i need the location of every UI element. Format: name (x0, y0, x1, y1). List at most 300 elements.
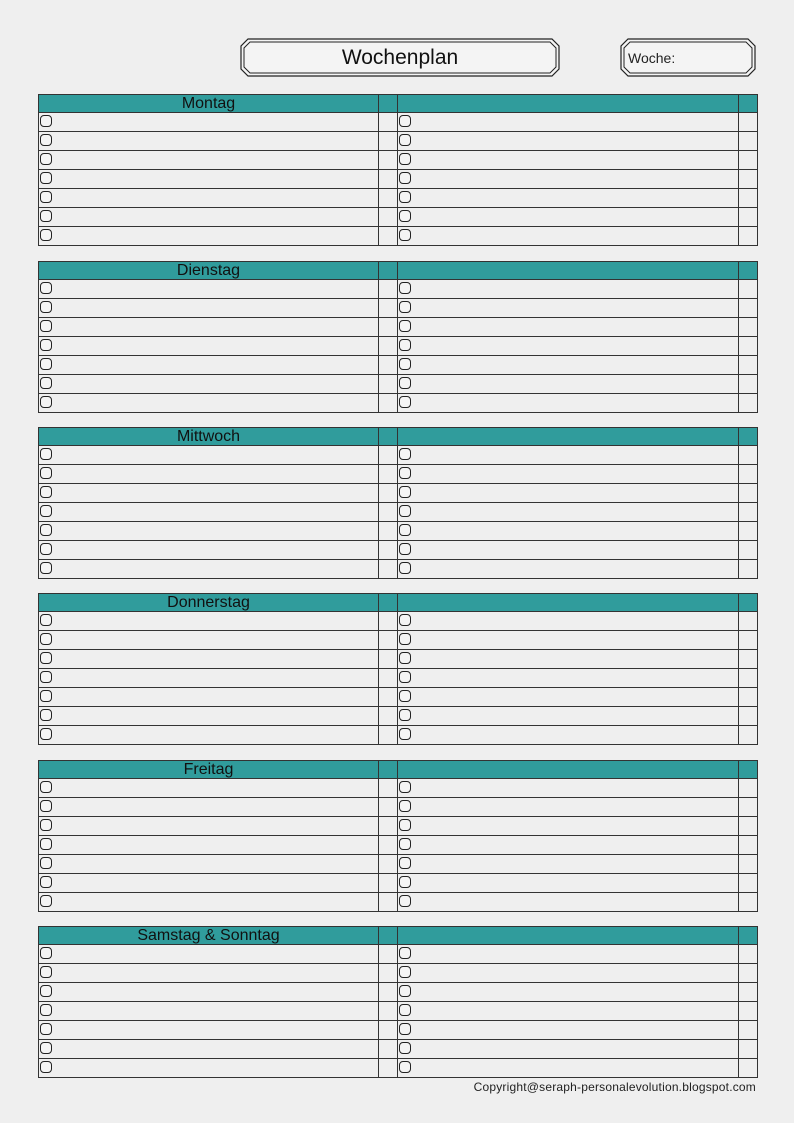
task-cell[interactable] (39, 1040, 379, 1059)
task-cell[interactable] (398, 893, 739, 912)
tick-cell[interactable] (379, 208, 398, 227)
checkbox[interactable] (399, 524, 411, 536)
task-cell[interactable] (39, 945, 379, 964)
tick-cell[interactable] (739, 893, 758, 912)
checkbox[interactable] (399, 543, 411, 555)
task-cell[interactable] (39, 227, 379, 246)
tick-cell[interactable] (379, 707, 398, 726)
checkbox[interactable] (399, 396, 411, 408)
task-cell[interactable] (39, 522, 379, 541)
tick-cell[interactable] (379, 356, 398, 375)
tick-cell[interactable] (739, 669, 758, 688)
task-cell[interactable] (39, 560, 379, 579)
tick-cell[interactable] (379, 1040, 398, 1059)
tick-cell[interactable] (739, 484, 758, 503)
tick-cell[interactable] (379, 151, 398, 170)
task-cell[interactable] (398, 964, 739, 983)
tick-cell[interactable] (739, 113, 758, 132)
task-cell[interactable] (398, 484, 739, 503)
task-cell[interactable] (39, 874, 379, 893)
task-cell[interactable] (39, 964, 379, 983)
day-name: Dienstag (39, 262, 379, 280)
tick-cell[interactable] (379, 299, 398, 318)
tick-cell[interactable] (379, 612, 398, 631)
task-cell[interactable] (39, 855, 379, 874)
task-cell-inner (39, 318, 378, 336)
tick-cell[interactable] (739, 726, 758, 745)
task-cell[interactable] (39, 1021, 379, 1040)
tick-cell[interactable] (379, 375, 398, 394)
task-cell[interactable] (39, 1002, 379, 1021)
tick-cell[interactable] (739, 356, 758, 375)
checkbox[interactable] (399, 781, 411, 793)
tick-cell[interactable] (379, 855, 398, 874)
task-cell[interactable] (39, 817, 379, 836)
checkbox[interactable] (40, 505, 52, 517)
checkbox[interactable] (399, 210, 411, 222)
task-cell[interactable] (39, 836, 379, 855)
checkbox[interactable] (40, 467, 52, 479)
task-cell[interactable] (398, 817, 739, 836)
task-cell[interactable] (398, 1059, 739, 1078)
task-cell-inner (39, 208, 378, 226)
checkbox[interactable] (40, 985, 52, 997)
task-cell[interactable] (398, 726, 739, 745)
task-cell[interactable] (39, 503, 379, 522)
task-cell[interactable] (398, 132, 739, 151)
checkbox[interactable] (40, 728, 52, 740)
tick-cell[interactable] (739, 836, 758, 855)
task-cell-inner (398, 688, 738, 706)
task-cell[interactable] (39, 394, 379, 413)
task-row (39, 465, 758, 484)
task-cell[interactable] (39, 893, 379, 912)
day-header-row (39, 927, 758, 945)
task-cell-inner (39, 817, 378, 835)
checkbox[interactable] (40, 671, 52, 683)
tick-cell[interactable] (739, 465, 758, 484)
tick-cell[interactable] (739, 541, 758, 560)
checkbox[interactable] (40, 396, 52, 408)
task-cell[interactable] (39, 356, 379, 375)
checkbox[interactable] (399, 191, 411, 203)
checkbox[interactable] (399, 838, 411, 850)
tick-cell[interactable] (739, 1002, 758, 1021)
tick-cell[interactable] (739, 964, 758, 983)
checkbox[interactable] (40, 543, 52, 555)
task-cell[interactable] (398, 170, 739, 189)
task-cell[interactable] (398, 503, 739, 522)
checkbox[interactable] (40, 876, 52, 888)
tick-cell[interactable] (379, 1002, 398, 1021)
checkbox[interactable] (40, 690, 52, 702)
task-cell[interactable] (398, 650, 739, 669)
checkbox[interactable] (40, 838, 52, 850)
checkbox[interactable] (40, 895, 52, 907)
tick-cell[interactable] (379, 669, 398, 688)
checkbox[interactable] (40, 819, 52, 831)
task-row (39, 280, 758, 299)
checkbox[interactable] (399, 172, 411, 184)
task-cell[interactable] (39, 798, 379, 817)
checkbox[interactable] (399, 728, 411, 740)
checkbox[interactable] (399, 153, 411, 165)
tick-cell[interactable] (739, 227, 758, 246)
checkbox[interactable] (40, 282, 52, 294)
task-row (39, 836, 758, 855)
checkbox[interactable] (40, 301, 52, 313)
task-cell[interactable] (39, 983, 379, 1002)
task-cell[interactable] (398, 446, 739, 465)
tick-cell[interactable] (379, 688, 398, 707)
tick-cell[interactable] (379, 113, 398, 132)
task-cell-inner (398, 1002, 738, 1020)
header-cell (398, 262, 739, 280)
tick-cell[interactable] (379, 650, 398, 669)
task-cell[interactable] (39, 688, 379, 707)
task-cell[interactable] (39, 189, 379, 208)
task-cell-inner (398, 132, 738, 150)
checkbox[interactable] (40, 1004, 52, 1016)
task-row (39, 726, 758, 745)
tick-cell[interactable] (739, 522, 758, 541)
tick-cell[interactable] (739, 1021, 758, 1040)
task-row (39, 779, 758, 798)
task-row (39, 170, 758, 189)
tick-cell[interactable] (739, 560, 758, 579)
task-cell[interactable] (39, 170, 379, 189)
task-cell-inner (39, 484, 378, 502)
task-cell-inner (39, 983, 378, 1001)
task-cell[interactable] (398, 337, 739, 356)
checkbox[interactable] (399, 966, 411, 978)
task-cell-inner (398, 893, 738, 911)
task-cell[interactable] (39, 631, 379, 650)
task-cell[interactable] (39, 541, 379, 560)
task-cell[interactable] (39, 707, 379, 726)
day-name: Freitag (39, 761, 379, 779)
task-row (39, 1040, 758, 1059)
header-cell (379, 594, 398, 612)
tick-cell[interactable] (739, 983, 758, 1002)
task-cell[interactable] (39, 318, 379, 337)
tick-cell[interactable] (379, 983, 398, 1002)
task-cell[interactable] (398, 356, 739, 375)
tick-cell[interactable] (379, 132, 398, 151)
task-cell[interactable] (398, 688, 739, 707)
tick-cell[interactable] (379, 560, 398, 579)
day-name: Samstag & Sonntag (39, 927, 379, 945)
tick-cell[interactable] (379, 541, 398, 560)
task-cell[interactable] (398, 798, 739, 817)
checkbox[interactable] (399, 895, 411, 907)
task-cell-inner (398, 170, 738, 188)
task-cell[interactable] (39, 132, 379, 151)
tick-cell[interactable] (379, 280, 398, 299)
tick-cell[interactable] (379, 836, 398, 855)
checkbox[interactable] (399, 229, 411, 241)
tick-cell[interactable] (739, 817, 758, 836)
checkbox[interactable] (40, 947, 52, 959)
task-cell-inner (398, 299, 738, 317)
checkbox[interactable] (399, 1061, 411, 1073)
checkbox[interactable] (399, 985, 411, 997)
tick-cell[interactable] (379, 945, 398, 964)
tick-cell[interactable] (379, 394, 398, 413)
checkbox[interactable] (399, 1023, 411, 1035)
task-row (39, 874, 758, 893)
task-cell[interactable] (398, 189, 739, 208)
task-cell[interactable] (398, 1021, 739, 1040)
tick-cell[interactable] (739, 280, 758, 299)
task-cell[interactable] (398, 227, 739, 246)
checkbox[interactable] (399, 633, 411, 645)
task-cell[interactable] (398, 113, 739, 132)
task-cell[interactable] (398, 318, 739, 337)
tick-cell[interactable] (379, 726, 398, 745)
checkbox[interactable] (40, 153, 52, 165)
checkbox[interactable] (399, 800, 411, 812)
checkbox[interactable] (40, 115, 52, 127)
task-cell[interactable] (398, 1002, 739, 1021)
checkbox[interactable] (40, 229, 52, 241)
checkbox[interactable] (399, 448, 411, 460)
checkbox[interactable] (399, 505, 411, 517)
task-cell-inner (398, 208, 738, 226)
checkbox[interactable] (399, 467, 411, 479)
tick-cell[interactable] (739, 446, 758, 465)
tick-cell[interactable] (379, 337, 398, 356)
tick-cell[interactable] (379, 503, 398, 522)
task-row (39, 132, 758, 151)
tick-cell[interactable] (379, 893, 398, 912)
tick-cell[interactable] (379, 522, 398, 541)
task-cell[interactable] (398, 299, 739, 318)
checkbox[interactable] (399, 134, 411, 146)
checkbox[interactable] (399, 1004, 411, 1016)
header-cell (739, 95, 758, 113)
tick-cell[interactable] (739, 170, 758, 189)
task-cell[interactable] (39, 465, 379, 484)
checkbox[interactable] (40, 1023, 52, 1035)
day-header-row (39, 428, 758, 446)
task-cell-inner (398, 779, 738, 797)
task-cell[interactable] (39, 484, 379, 503)
task-cell[interactable] (398, 836, 739, 855)
tick-cell[interactable] (379, 817, 398, 836)
checkbox[interactable] (399, 301, 411, 313)
checkbox[interactable] (399, 339, 411, 351)
checkbox[interactable] (40, 857, 52, 869)
checkbox[interactable] (40, 524, 52, 536)
tick-cell[interactable] (739, 631, 758, 650)
checkbox[interactable] (399, 358, 411, 370)
task-cell[interactable] (398, 208, 739, 227)
tick-cell[interactable] (379, 631, 398, 650)
tick-cell[interactable] (379, 318, 398, 337)
checkbox[interactable] (40, 1061, 52, 1073)
task-cell[interactable] (398, 612, 739, 631)
checkbox[interactable] (399, 947, 411, 959)
task-cell-inner (39, 1059, 378, 1077)
tick-cell[interactable] (739, 1059, 758, 1078)
task-cell[interactable] (398, 280, 739, 299)
task-cell[interactable] (398, 375, 739, 394)
tick-cell[interactable] (739, 798, 758, 817)
checkbox[interactable] (40, 191, 52, 203)
day-header-row (39, 594, 758, 612)
task-row (39, 612, 758, 631)
checkbox[interactable] (399, 876, 411, 888)
task-cell[interactable] (39, 299, 379, 318)
task-row (39, 1021, 758, 1040)
checkbox[interactable] (399, 690, 411, 702)
task-cell-inner (398, 522, 738, 540)
task-cell[interactable] (398, 560, 739, 579)
header-cell (398, 428, 739, 446)
checkbox[interactable] (399, 320, 411, 332)
tick-cell[interactable] (379, 170, 398, 189)
checkbox[interactable] (399, 614, 411, 626)
checkbox[interactable] (40, 339, 52, 351)
task-cell[interactable] (39, 337, 379, 356)
task-cell[interactable] (39, 280, 379, 299)
task-cell[interactable] (398, 1040, 739, 1059)
task-cell[interactable] (398, 779, 739, 798)
checkbox[interactable] (399, 115, 411, 127)
tick-cell[interactable] (739, 337, 758, 356)
task-cell[interactable] (398, 983, 739, 1002)
task-cell[interactable] (39, 669, 379, 688)
checkbox[interactable] (40, 614, 52, 626)
tick-cell[interactable] (379, 964, 398, 983)
checkbox[interactable] (40, 562, 52, 574)
tick-cell[interactable] (379, 189, 398, 208)
tick-cell[interactable] (379, 1021, 398, 1040)
task-cell[interactable] (398, 874, 739, 893)
checkbox[interactable] (40, 210, 52, 222)
checkbox[interactable] (40, 358, 52, 370)
tick-cell[interactable] (379, 874, 398, 893)
task-cell[interactable] (398, 465, 739, 484)
checkbox[interactable] (40, 966, 52, 978)
day-table (38, 926, 758, 1078)
task-cell[interactable] (39, 208, 379, 227)
task-cell[interactable] (39, 375, 379, 394)
checkbox[interactable] (399, 671, 411, 683)
tick-cell[interactable] (739, 874, 758, 893)
tick-cell[interactable] (379, 465, 398, 484)
task-cell[interactable] (398, 151, 739, 170)
task-cell[interactable] (398, 945, 739, 964)
checkbox[interactable] (399, 709, 411, 721)
tick-cell[interactable] (739, 394, 758, 413)
task-cell-inner (39, 707, 378, 725)
checkbox[interactable] (40, 320, 52, 332)
task-cell[interactable] (398, 707, 739, 726)
task-cell-inner (398, 964, 738, 982)
task-cell-inner (398, 1021, 738, 1039)
checkbox[interactable] (40, 448, 52, 460)
tick-cell[interactable] (739, 299, 758, 318)
task-cell[interactable] (398, 541, 739, 560)
task-cell[interactable] (398, 522, 739, 541)
checkbox[interactable] (399, 562, 411, 574)
tick-cell[interactable] (739, 707, 758, 726)
task-cell[interactable] (39, 151, 379, 170)
tick-cell[interactable] (739, 779, 758, 798)
tick-cell[interactable] (739, 650, 758, 669)
tick-cell[interactable] (739, 318, 758, 337)
checkbox[interactable] (399, 486, 411, 498)
tick-cell[interactable] (739, 151, 758, 170)
task-row (39, 227, 758, 246)
day-name: Montag (39, 95, 379, 113)
checkbox[interactable] (40, 377, 52, 389)
checkbox[interactable] (399, 377, 411, 389)
task-cell[interactable] (39, 446, 379, 465)
task-cell[interactable] (398, 394, 739, 413)
tick-cell[interactable] (739, 132, 758, 151)
tick-cell[interactable] (739, 503, 758, 522)
tick-cell[interactable] (379, 779, 398, 798)
tick-cell[interactable] (739, 688, 758, 707)
task-cell[interactable] (39, 650, 379, 669)
checkbox[interactable] (399, 1042, 411, 1054)
tick-cell[interactable] (379, 1059, 398, 1078)
tick-cell[interactable] (379, 798, 398, 817)
checkbox[interactable] (399, 652, 411, 664)
checkbox[interactable] (399, 857, 411, 869)
task-cell[interactable] (398, 669, 739, 688)
checkbox[interactable] (40, 781, 52, 793)
checkbox[interactable] (40, 800, 52, 812)
tick-cell[interactable] (739, 612, 758, 631)
checkbox[interactable] (40, 709, 52, 721)
task-cell[interactable] (398, 631, 739, 650)
tick-cell[interactable] (739, 855, 758, 874)
tick-cell[interactable] (379, 227, 398, 246)
task-cell[interactable] (39, 779, 379, 798)
checkbox[interactable] (40, 1042, 52, 1054)
tick-cell[interactable] (739, 375, 758, 394)
header-cell (739, 927, 758, 945)
task-row (39, 151, 758, 170)
task-row (39, 337, 758, 356)
task-cell[interactable] (39, 726, 379, 745)
checkbox[interactable] (399, 819, 411, 831)
tick-cell[interactable] (739, 189, 758, 208)
tick-cell[interactable] (379, 484, 398, 503)
task-cell[interactable] (39, 612, 379, 631)
tick-cell[interactable] (739, 945, 758, 964)
checkbox[interactable] (40, 652, 52, 664)
task-cell[interactable] (398, 855, 739, 874)
task-cell[interactable] (39, 113, 379, 132)
tick-cell[interactable] (379, 446, 398, 465)
checkbox[interactable] (40, 633, 52, 645)
task-cell[interactable] (39, 1059, 379, 1078)
task-cell-inner (39, 170, 378, 188)
checkbox[interactable] (399, 282, 411, 294)
tick-cell[interactable] (739, 1040, 758, 1059)
checkbox[interactable] (40, 134, 52, 146)
checkbox[interactable] (40, 172, 52, 184)
task-cell-inner (398, 945, 738, 963)
checkbox[interactable] (40, 486, 52, 498)
task-row (39, 522, 758, 541)
tick-cell[interactable] (739, 208, 758, 227)
